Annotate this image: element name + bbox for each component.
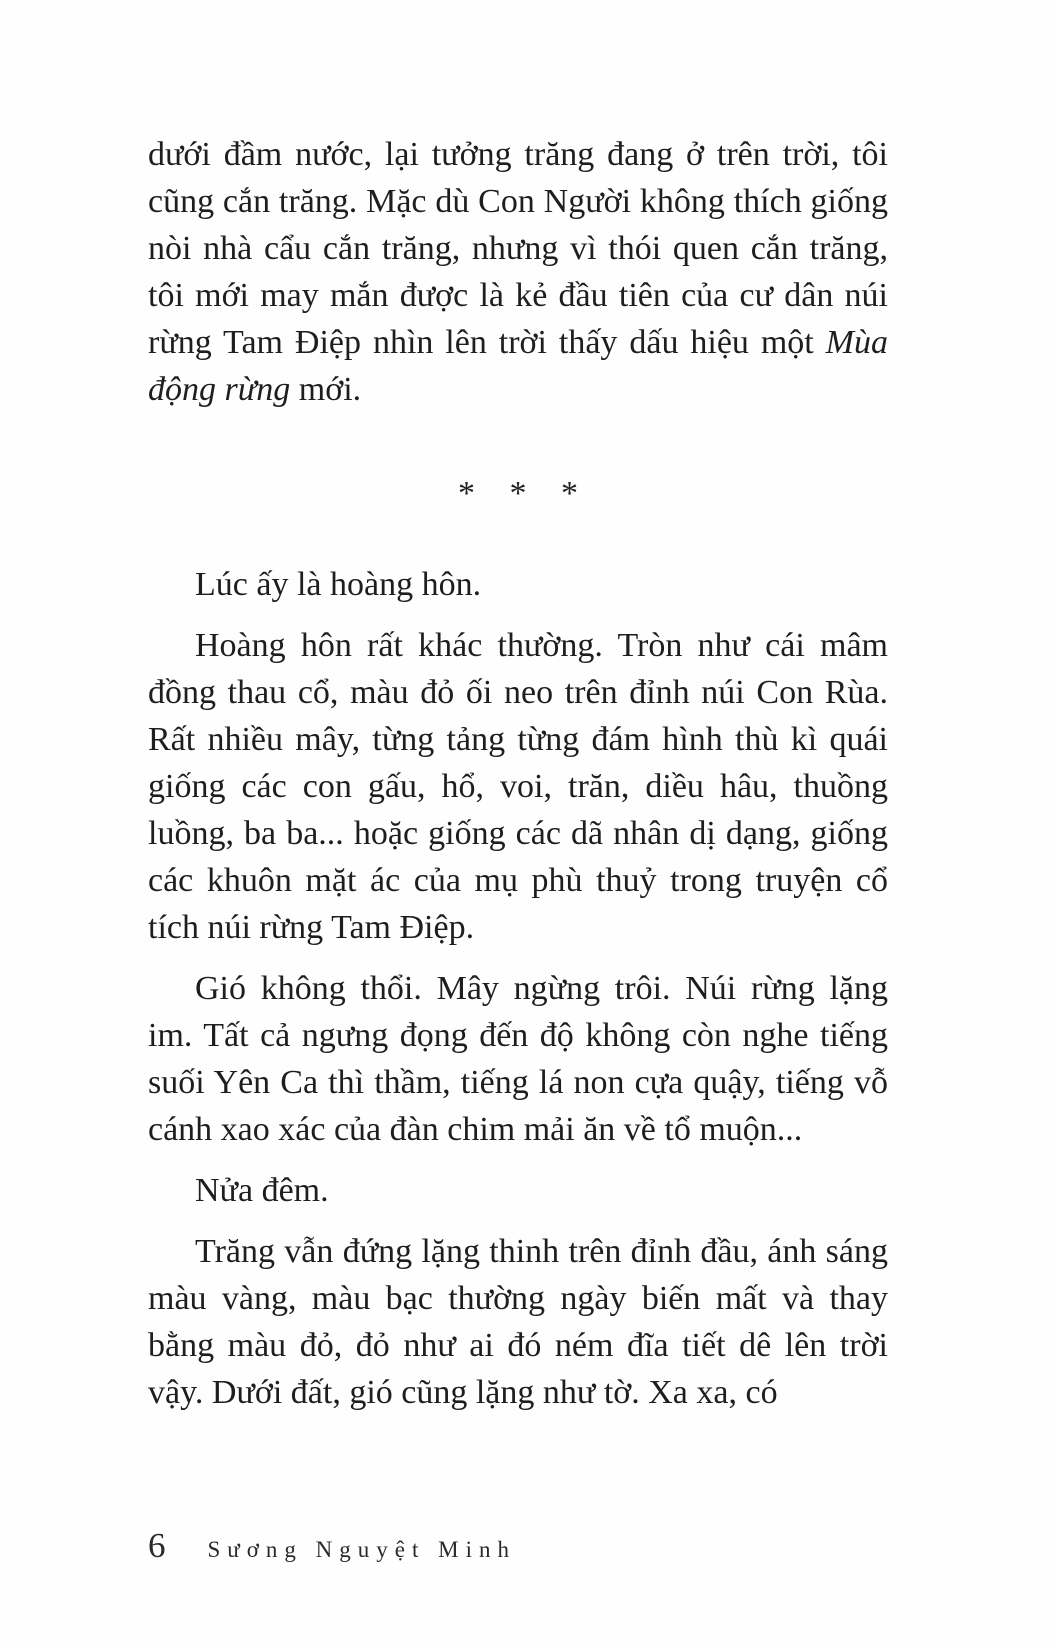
- paragraph-midnight: Nửa đêm.: [195, 1172, 329, 1209]
- paragraph-continuation: [148, 131, 888, 413]
- text-block: [148, 131, 888, 1416]
- paragraph-continuation-text-after: mới.: [290, 371, 362, 408]
- running-footer-author-name: Sương Nguyệt Minh: [207, 1537, 516, 1562]
- paragraph-sunset-description: Hoàng hôn rất khác thường. Tròn như cái mâm đồng thau cổ, màu đỏ ối neo trên đỉnh núi Con Rùa. Rất nhiều mây, từng tảng từng đám hình thù kì quái giống các con gấu, hổ, voi, trăn, diều hâu, thuồng luồng, ba ba... hoặc giống các dã nhân dị dạng, giống các khuôn mặt ác của mụ phù thuỷ trong truyện cổ tích núi rừng Tam Điệp.: [148, 627, 888, 946]
- paragraph-dusk: Lúc ấy là hoàng hôn.: [195, 566, 482, 603]
- paragraph-red-moon: Trăng vẫn đứng lặng thinh trên đỉnh đầu, ánh sáng màu vàng, màu bạc thường ngày biến mất và thay bằng màu đỏ, đỏ như ai đó ném đĩa tiết dê lên trời vậy. Dưới đất, gió cũng lặng như tờ. Xa xa, có: [148, 1233, 888, 1411]
- paragraph-stillness: Gió không thổi. Mây ngừng trôi. Núi rừng lặng im. Tất cả ngưng đọng đến độ không còn nghe tiếng suối Yên Ca thì thầm, tiếng lá non cựa quậy, tiếng vỗ cánh xao xác của đàn chim mải ăn về tổ muộn...: [148, 970, 888, 1148]
- paragraph-continuation-text-before: dưới đầm nước, lại tưởng trăng đang ở trên trời, tôi cũng cắn trăng. Mặc dù Con Người không thích giống nòi nhà cẩu cắn trăng, nhưng vì thói quen cắn trăng, tôi mới may mắn được là kẻ đầu tiên của cư dân núi rừng Tam Điệp nhìn lên trời thấy dấu hiệu một: [148, 136, 888, 361]
- page-number: 6: [148, 1526, 166, 1565]
- section-break-asterisks: * * *: [458, 475, 578, 512]
- story-title-italic: Mùa động rừng: [148, 324, 888, 408]
- page-footer: [148, 1526, 516, 1570]
